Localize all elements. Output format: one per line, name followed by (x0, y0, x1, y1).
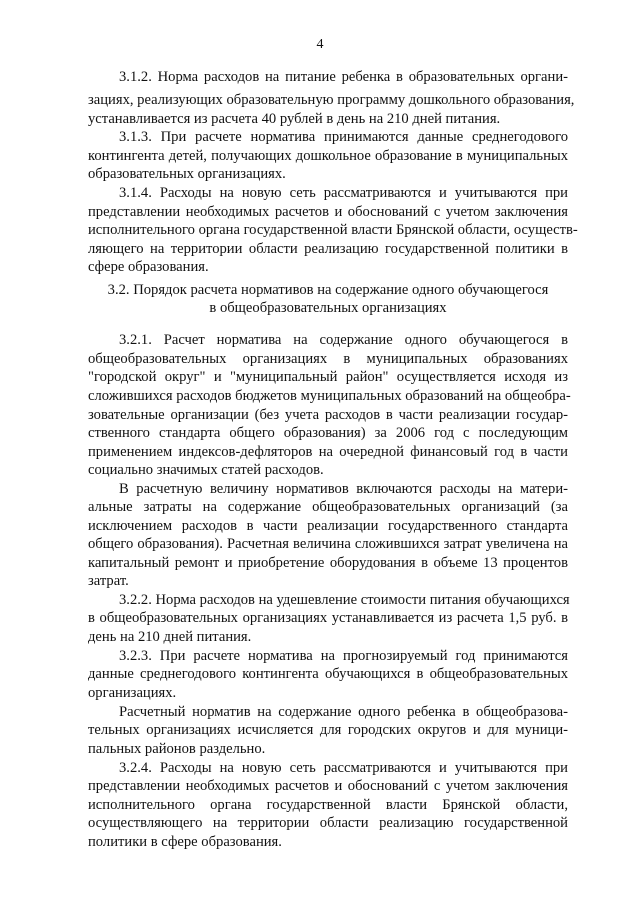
paragraph-line: 3.2.3. При расчете норматива на прогнозируемый год принимаются (119, 648, 568, 664)
paragraph-line: ляющего на территории области реализацию государственной политики в (88, 241, 568, 257)
paragraph-line: устанавливается из расчета 40 рублей в день на 210 дней питания. (88, 111, 501, 127)
paragraph-line: пальных районов раздельно. (88, 741, 266, 757)
paragraph-line: альные затраты на содержание общеобразовательных организаций (за (88, 499, 568, 515)
paragraph-line: 3.2.1. Расчет норматива на содержание одного обучающегося в (119, 332, 568, 348)
paragraph-line: осуществляющего на территории области реализацию государственной (88, 815, 568, 831)
paragraph-line: общеобразовательных организациях в муниципальных образованиях (88, 351, 568, 367)
paragraph-line: применением индексов-дефляторов на очередной финансовый год в части (88, 444, 568, 460)
paragraph-line: представлении необходимых расчетов и обоснований с учетом заключения (88, 204, 568, 220)
paragraph-line: 3.1.3. При расчете норматива принимаются данные среднегодового (119, 129, 568, 145)
paragraph-line: В расчетную величину нормативов включаются расходы на матери- (119, 481, 568, 497)
paragraph-line: образовательных организациях. (88, 166, 286, 182)
paragraph-line: капитальный ремонт и приобретение оборудования в объеме 13 процентов (88, 555, 568, 571)
section-heading-line: 3.2. Порядок расчета нормативов на содержание одного обучающегося (107, 282, 549, 298)
paragraph-line: сфере образования. (88, 259, 209, 275)
paragraph-line: "городской округ" и "муниципальный район" осуществляется исходя из (88, 369, 568, 385)
paragraph-line: представлении необходимых расчетов и обоснований с учетом заключения (88, 778, 568, 794)
paragraph-line: общего образования). Расчетная величина сложившихся затрат увеличена на (88, 536, 568, 552)
page-number: 4 (316, 37, 324, 52)
paragraph-line: затрат. (88, 573, 129, 589)
paragraph-line: социально значимых статей расходов. (88, 462, 324, 478)
paragraph-line: организациях. (88, 685, 177, 701)
paragraph-line: 3.2.2. Норма расходов на удешевление стоимости питания обучающихся (119, 592, 570, 608)
paragraph-line: данные среднегодового контингента обучающихся в общеобразовательных (88, 666, 568, 682)
paragraph-line: сложившихся расходов бюджетов муниципальных образований на общеобра- (88, 388, 571, 404)
paragraph-line: зациях, реализующих образовательную программу дошкольного образования, (88, 92, 575, 108)
paragraph-line: 3.1.2. Норма расходов на питание ребенка в образовательных органи- (119, 69, 568, 85)
paragraph-line: 3.2.4. Расходы на новую сеть рассматриваются и учитываются при (119, 760, 568, 776)
section-heading-line: в общеобразовательных организациях (209, 300, 447, 316)
paragraph-line: исполнительного органа государственной власти Брянской области, осуществ- (88, 222, 578, 238)
paragraph-line: политики в сфере образования. (88, 834, 282, 850)
paragraph-line: ственного стандарта общего образования) за 2006 год с последующим (88, 425, 568, 441)
paragraph-line: в общеобразовательных организациях устанавливается из расчета 1,5 руб. в (88, 610, 568, 626)
paragraph-line: день на 210 дней питания. (88, 629, 252, 645)
paragraph-line: зовательные организации (без учета расходов в части реализации государ- (88, 407, 568, 423)
paragraph-line: исключением расходов в части реализации государственного стандарта (88, 518, 568, 534)
paragraph-line: 3.1.4. Расходы на новую сеть рассматриваются и учитываются при (119, 185, 568, 201)
paragraph-line: тельных организациях исчисляется для городских округов и для муници- (88, 722, 568, 738)
paragraph-line: контингента детей, получающих дошкольное образование в муниципальных (88, 148, 568, 164)
paragraph-line: исполнительного органа государственной власти Брянской области, (88, 797, 568, 813)
paragraph-line: Расчетный норматив на содержание одного ребенка в общеобразова- (119, 704, 568, 720)
